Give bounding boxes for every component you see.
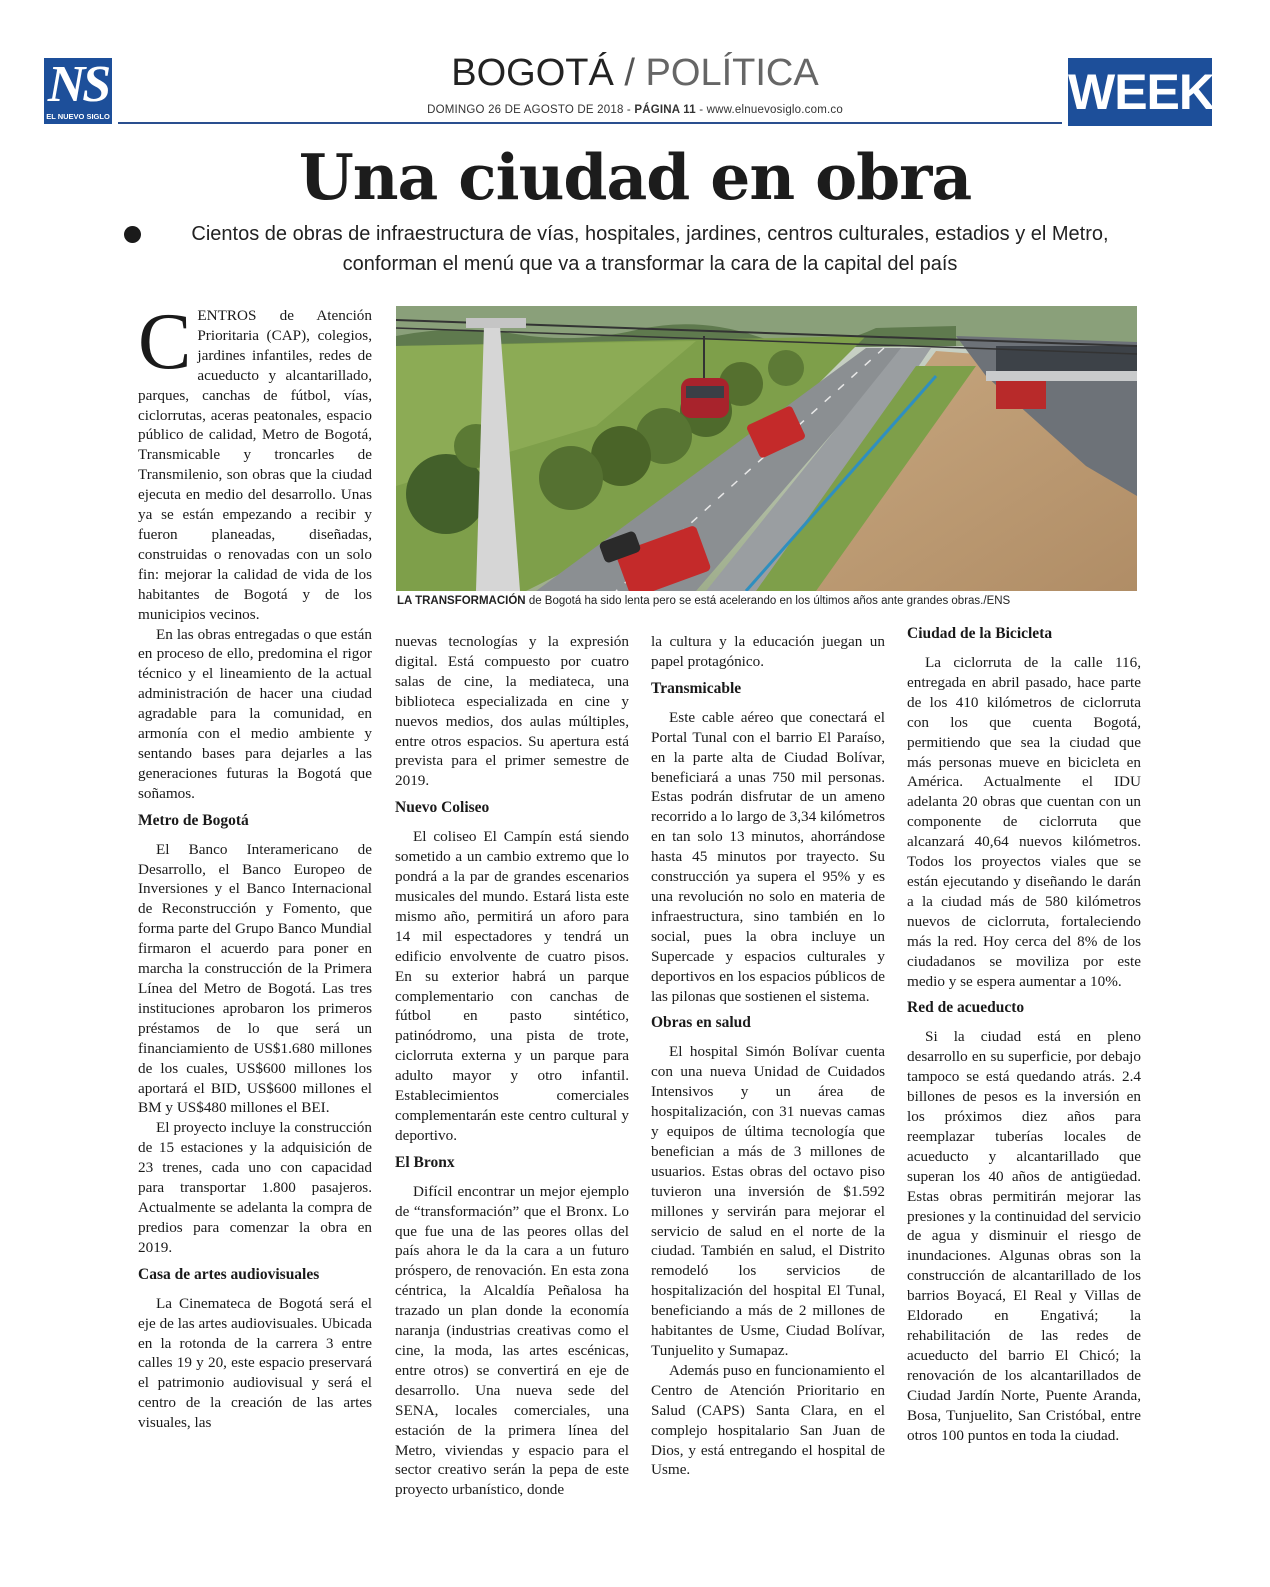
dateline-date: DOMINGO 26 DE AGOSTO DE 2018 - — [427, 104, 631, 116]
article-photo — [396, 306, 1137, 591]
section-separator: / — [624, 52, 635, 94]
subhead-bicicleta: Ciudad de la Bicicleta — [907, 625, 1053, 642]
paragraph: Difícil encontrar un mejor ejemplo de “transformación” que el Bronx. Lo que fue una de las peores ollas del país ahora le da la cara a un futuro próspero, de renovación. En esta zona céntrica, la Alcaldía Peñalosa ha trazado un plan donde la economía naranja (industrias creativas como el cine, la moda, las artes escénicas, entre otros) se convertirá en eje de desarrollo. Una nueva sede del SENA, locales comerciales, una estación de la primera línea del Metro, viviendas y espacio para el sector creativo serán la pepa de este proyecto urbanístico, donde — [395, 1182, 629, 1499]
lead-text: ENTROS de Atención Prioritaria (CAP), colegios, jardines infantiles, redes de acueducto y alcantarillado, parques, canchas de fútbol, vías, ciclorrutas, aceras peatonales, espacio público de calidad, Metro de Bogotá, Transmicable y troncarles de Transmilenio, son obras que la ciudad ejecuta en medio del desarrollo. Unas ya se están empezando a recibir y fueron planeadas, diseñadas, construidas o renovadas con un solo fin: mejorar la calidad de vida de los habitantes de Bogotá y de los municipios vecinos. — [138, 307, 372, 623]
subhead-coliseo: Nuevo Coliseo — [395, 799, 490, 817]
deck-bullet-icon — [124, 226, 141, 243]
dateline-site: - www.elnuevosiglo.com.co — [699, 104, 843, 116]
photo-caption-text: de Bogotá ha sido lenta pero se está acelerando en los últimos años ante grandes obras./ENS — [525, 595, 1011, 607]
header-rule — [118, 122, 1062, 124]
article-column-3 — [651, 632, 885, 1480]
paragraph: La Cinemateca de Bogotá será el eje de las artes audiovisuales. Ubicada en la rotonda de la carrera 3 entre calles 19 y 20, este espacio preservará el patrimonio audiovisual y será el centro de la creación de las artes visuales, las — [138, 1294, 372, 1432]
subhead-acueducto: Red de acueducto — [907, 999, 1025, 1017]
paragraph: La ciclorruta de la calle 116, entregada en abril pasado, hace parte de los 410 kilómetros de ciclorruta con los que cuenta Bogotá, permitiendo que sea la ciudad que más personas mueve en bicicleta en América. Actualmente el IDU adelanta 20 obras que cuentan con un componente de ciclorruta que alcanzará 40,64 nuevos kilómetros. Todos los proyectos viales que se están ejecutando y diseñando le darán a la ciudad más de 580 kilómetros nuevos de ciclorruta, fortaleciendo más la red. Hoy cerca del 8% de los ciudadanos se moviliza por este medio y se espera aumentar a 10%. — [907, 654, 1141, 990]
dateline-page: PÁGINA 11 — [634, 104, 696, 116]
paragraph: El Banco Interamericano de Desarrollo, el Banco Europeo de Inversiones y el Banco Internacional de Reconstrucción y Fomento, que forma parte del Grupo Banco Mundial firmaron el acuerdo para poner en marcha la construcción de la Primera Línea del Metro de Bogotá. Las tres instituciones aprobaron los primeros préstamos de lo que será un financiamiento de US$1.680 millones de los cuales, US$600 millones los aportará el BID, US$600 millones el BM y US$480 millones el BEI. — [138, 840, 372, 1117]
photo-caption — [397, 593, 1137, 609]
paragraph: la cultura y la educación juegan un papel protagónico. — [651, 633, 885, 670]
section-name: BOGOTÁ — [451, 52, 614, 94]
subhead-bronx: El Bronx — [395, 1153, 455, 1171]
paragraph: El proyecto incluye la construcción de 15 estaciones y la adquisición de 23 trenes, cada uno con capacidad para transportar 1.800 pasajeros. Actualmente se adelanta la compra de predios para comenzar la obra en 2019. — [138, 1119, 372, 1256]
logo-ns-name: EL NUEVO SIGLO — [46, 112, 110, 121]
article-deck: Cientos de obras de infraestructura de vías, hospitales, jardines, centros culturales, estadios y el Metro, conforman el menú que va a transformar la cara de la capital del país — [191, 223, 1109, 275]
subsection-name: POLÍTICA — [645, 52, 819, 94]
paragraph: Además puso en funcionamiento el Centro de Atención Prioritario en Salud (CAPS) Santa Clara, en el complejo hospitalario San Juan de Dios, y está entregando el hospital de Usme. — [651, 1361, 885, 1479]
paragraph: El hospital Simón Bolívar cuenta con una nueva Unidad de Cuidados Intensivos y un área de hospitalización, con 31 nuevas camas y equipos de última tecnología que benefician a más de 3 millones de usuarios. Estas obras del octavo piso tuvieron una inversión de $1.592 millones y servirán para mejorar el servicio de salud en el norte de la ciudad. También en salud, el Distrito remodeló los servicios de hospitalización del hospital El Tunal, beneficiando a más de 2 millones de habitantes de Usme, Ciudad Bolívar, Tunjuelito y Sumapaz. — [651, 1043, 885, 1359]
paragraph: El coliseo El Campín está siendo sometido a un cambio extremo que lo pondrá a la par de grandes escenarios musicales del mundo. Estará lista este mismo año, permitirá un aforo para 14 mil espectadores y tendrá un edificio envolvente de cuatro pisos. En su exterior habrá un parque complementario con canchas de fútbol en pasto sintético, patinódromo, una pista de trote, ciclorruta externa y un parque para adulto mayor y otro infantil. Establecimientos comerciales complementarán este centro cultural y deportivo. — [395, 828, 629, 1144]
photo-caption-lead: LA TRANSFORMACIÓN — [397, 595, 526, 607]
article-column-4 — [907, 625, 1141, 1445]
paragraph: En las obras entregadas o que están en proceso de ello, predomina el rigor técnico y el lineamiento de la actual administración de hacer una ciudad agradable para la comunidad, en armonía con el medio ambiente y sentando bases para dejarles a las generaciones futuras la Bogotá que soñamos. — [138, 625, 372, 802]
paragraph: Este cable aéreo que conectará el Portal Tunal con el barrio El Paraíso, en la parte alta de Ciudad Bolívar, beneficiará a unas 750 mil personas. Estas podrán disfrutar de un ameno recorrido a lo largo de 3,34 kilómetros en tan solo 13 minutos, ahorrándose hasta 45 minutos por trayecto. Su construcción ya supera el 95% y es una revolución no solo en materia de infraestructura, sino también en lo social, pues la obra incluye un Supercade y espacios culturales y deportivos en los espacios públicos de las pilonas que sostienen el sistema. — [651, 708, 885, 1005]
subhead-metro: Metro de Bogotá — [138, 811, 249, 829]
week-logo[interactable]: WEEK — [1068, 58, 1212, 126]
paragraph: nuevas tecnologías y la expresión digital. Está compuesto por cuatro salas de cine, la mediateca, una biblioteca especializada en cine y nuevos medios, dos aulas múltiples, entre otros espacios. Su apertura está prevista para el primer semestre de 2019. — [395, 633, 629, 790]
dropcap: C — [138, 298, 192, 386]
article-column-1 — [138, 298, 372, 1433]
article-headline: Una ciudad en obra — [298, 140, 972, 214]
article-column-2 — [395, 632, 629, 1500]
lead-paragraph — [138, 298, 372, 625]
logo-ns-mark: NS — [47, 56, 109, 113]
paragraph: Si la ciudad está en pleno desarrollo en su superficie, por debajo tampoco se está quedando atrás. 2.4 billones de pesos es la inversión en los próximos diez años para reemplazar tuberías locales de acueducto y alcantarillado que superan los 40 años de antigüedad. Estas obras permitirán mejorar las presiones y la continuidad del servicio de agua y disminuir el riesgo de inundaciones. Algunas obras son la construcción de alcantarillado de los barrios Boyacá, El Real y Villas de Eldorado en Engativá; la rehabilitación de las redes de acueducto del barrio El Chicó; la renovación de los alcantarillados de Ciudad Jardín Norte, Puente Aranda, Bosa, Tunjuelito, San Cristóbal, entre otros 100 puntos en toda la ciudad. — [907, 1028, 1141, 1444]
subhead-salud: Obras en salud — [651, 1014, 751, 1032]
subhead-casa-artes: Casa de artes audiovisuales — [138, 1265, 320, 1283]
subhead-transmicable: Transmicable — [651, 679, 742, 697]
